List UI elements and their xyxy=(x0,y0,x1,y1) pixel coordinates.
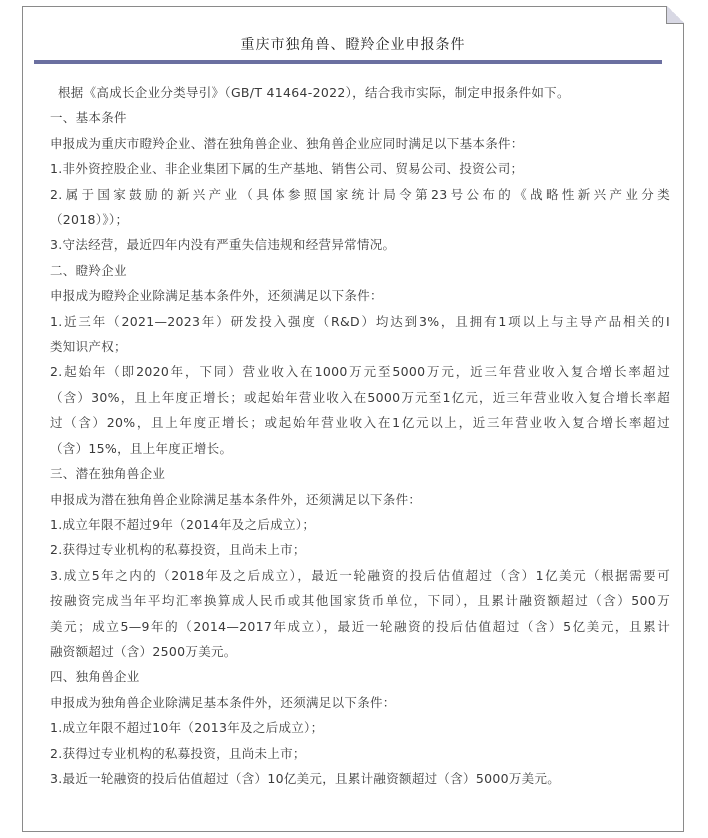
document-title: 重庆市独角兽、瞪羚企业申报条件 xyxy=(240,37,466,53)
list-item: 1.成立年限不超过10年（2013年及之后成立）； xyxy=(50,720,324,736)
list-item-continuation: （2018）》）； xyxy=(50,212,129,228)
list-item: 3.成立5年之内的（2018年及之后成立），最近一轮融资的投后估值超过（含）1亿美元（根据需要可 xyxy=(50,567,670,583)
section-heading-potential-unicorn: 三、潜在独角兽企业 xyxy=(50,466,166,482)
section-heading-basic: 一、基本条件 xyxy=(50,110,127,126)
list-item: 2.起始年（即2020年，下同）营业收入在1000万元至5000万元，近三年营业收入复合增长率超过 xyxy=(50,364,670,380)
section-heading-unicorn: 四、独角兽企业 xyxy=(50,669,140,685)
list-item-continuation: （含）15%，且上年度正增长。 xyxy=(50,440,233,456)
paragraph-line: 申报成为重庆市瞪羚企业、潜在独角兽企业、独角兽企业应同时满足以下基本条件： xyxy=(50,135,524,151)
paragraph-line: 申报成为独角兽企业除满足基本条件外，还须满足以下条件： xyxy=(50,694,396,710)
list-item-continuation: 按融资完成当年平均汇率换算成人民币或其他国家货币单位，下同），且累计融资额超过（含）500万 xyxy=(50,593,670,609)
list-item-continuation: 融资额超过（含）2500万美元。 xyxy=(50,643,237,659)
paragraph-line: 申报成为潜在独角兽企业除满足基本条件外，还须满足以下条件： xyxy=(50,491,422,507)
list-item-continuation: 过（含）20%，且上年度正增长；或起始年营业收入在1亿元以上，近三年营业收入复合增长率超过 xyxy=(50,415,670,431)
list-item: 1.近三年（2021—2023年）研发投入强度（R&D）均达到3%，且拥有1项以上与主导产品相关的Ⅰ xyxy=(50,313,670,329)
intro-paragraph: 根据《高成长企业分类导引》（GB/T 41464-2022），结合我市实际，制定申报条件如下。 xyxy=(58,85,570,100)
list-item: 3.守法经营，最近四年内没有严重失信违规和经营异常情况。 xyxy=(50,237,396,253)
list-item: 3.最近一轮融资的投后估值超过（含）10亿美元，且累计融资额超过（含）5000万美元。 xyxy=(50,770,561,786)
list-item-continuation: （含）30%，且上年度正增长；或起始年营业收入在5000万元至1亿元，近三年营业收入复合增长率超 xyxy=(50,389,670,405)
list-item-continuation: 美元；成立5—9年的（2014—2017年成立），最近一轮融资的投后估值超过（含）5亿美元，且累计 xyxy=(50,618,670,634)
page-fold-corner xyxy=(666,6,684,24)
document-body xyxy=(50,80,670,791)
list-item: 2.属于国家鼓励的新兴产业（具体参照国家统计局令第23号公布的《战略性新兴产业分类 xyxy=(50,186,670,202)
list-item: 2.获得过专业机构的私募投资，且尚未上市； xyxy=(50,745,306,761)
paragraph-line: 申报成为瞪羚企业除满足基本条件外，还须满足以下条件： xyxy=(50,288,383,304)
title-underline xyxy=(34,60,662,64)
section-heading-gazelle: 二、瞪羚企业 xyxy=(50,262,127,278)
list-item: 2.获得过专业机构的私募投资，且尚未上市； xyxy=(50,542,306,558)
list-item: 1.非外资控股企业、非企业集团下属的生产基地、销售公司、贸易公司、投资公司； xyxy=(50,161,524,177)
list-item: 1.成立年限不超过9年（2014年及之后成立）； xyxy=(50,516,316,532)
list-item-continuation: 类知识产权； xyxy=(50,339,127,355)
